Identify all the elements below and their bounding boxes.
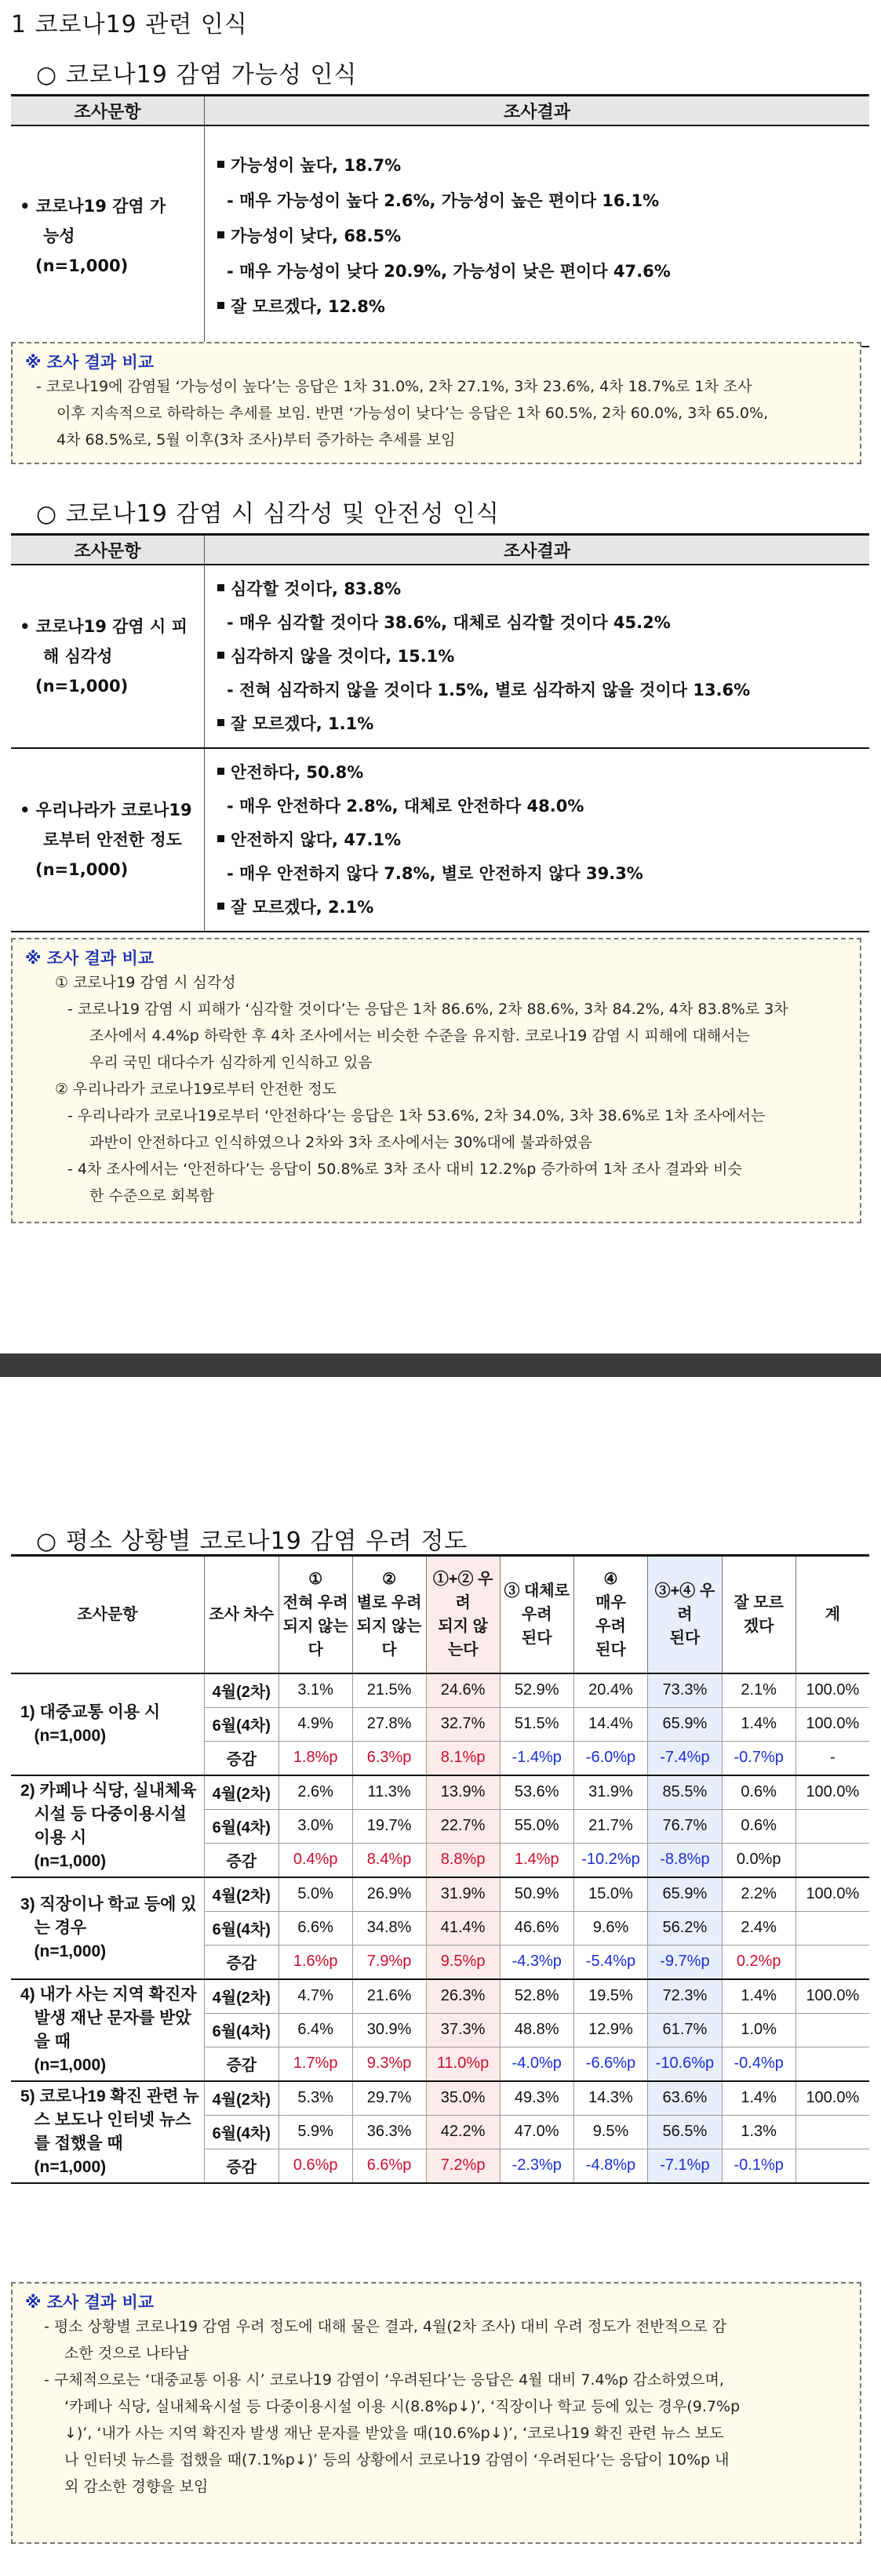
column-header: ② 별로 우려 되지 않는 다: [352, 1556, 426, 1673]
block2-title: ○ 코로나19 감염 시 심각성 및 안전성 인식: [36, 500, 500, 528]
question-cell: [11, 565, 205, 748]
result-line: - 매우 가능성이 낮다 20.9%, 가능성이 낮은 편이다 47.6%: [227, 261, 671, 281]
square-bullet-icon: [217, 768, 224, 775]
round-label: 6월(4차): [204, 1809, 278, 1843]
result-line: - 매우 가능성이 높다 2.6%, 가능성이 높은 편이다 16.1%: [227, 191, 660, 210]
value-cell: [795, 1843, 869, 1877]
value-cell: 1.8%p: [278, 1741, 352, 1775]
value-cell: 9.5%: [573, 2115, 647, 2149]
column-header: ④ 매우 우려 된다: [573, 1556, 647, 1673]
value-cell: 56.5%: [648, 2115, 722, 2149]
round-label: 6월(4차): [204, 1707, 278, 1741]
value-cell: 0.0%p: [722, 1843, 795, 1877]
value-cell: 31.9%: [573, 1775, 647, 1810]
value-cell: 7.9%p: [352, 1945, 426, 1979]
value-cell: [795, 1945, 869, 1979]
note-line: 조사에서 4.4%p 하락한 후 4차 조사에서는 비슷한 수준을 유지함. 코로나19 감염 시 피해에 대해서는: [89, 1027, 750, 1045]
value-cell: 24.6%: [426, 1673, 500, 1708]
value-cell: 5.3%: [278, 2081, 352, 2116]
result-line: 안전하지 않다, 47.1%: [217, 823, 869, 857]
section-title: 1 코로나19 관련 인식: [11, 11, 248, 38]
note-line: 우리 국민 대다수가 심각하게 인식하고 있음: [89, 1054, 373, 1071]
value-cell: 20.4%: [573, 1673, 647, 1708]
value-cell: 100.0%: [795, 1877, 869, 1912]
round-label: 6월(4차): [204, 2115, 278, 2149]
value-cell: -: [795, 1741, 869, 1775]
square-bullet-icon: [217, 584, 224, 591]
table-row: [11, 1775, 869, 1810]
value-cell: 13.9%: [426, 1775, 500, 1810]
round-label: 증감: [204, 2047, 278, 2081]
value-cell: 22.7%: [426, 1809, 500, 1843]
value-cell: -10.2%p: [573, 1843, 647, 1877]
value-cell: 21.6%: [352, 1979, 426, 2014]
value-cell: 6.3%p: [352, 1741, 426, 1775]
square-bullet-icon: [217, 302, 224, 309]
value-cell: 4.7%: [278, 1979, 352, 2014]
note-title: ※ 조사 결과 비교: [25, 2293, 155, 2312]
value-cell: 34.8%: [352, 1911, 426, 1945]
value-cell: 1.3%: [722, 2115, 795, 2149]
question-line: 해 심각성: [43, 647, 113, 666]
value-cell: 1.4%: [722, 1979, 795, 2014]
round-label: 4월(2차): [204, 1673, 278, 1708]
page-2: [0, 1388, 881, 2576]
value-cell: -4.0%p: [500, 2047, 573, 2081]
value-cell: 47.0%: [500, 2115, 573, 2149]
question-line: 능성: [43, 227, 75, 245]
block3-title: ○ 평소 상황별 코로나19 감염 우려 정도: [36, 1528, 468, 1555]
comparison-note: [11, 2282, 861, 2544]
concern-by-situation-table: [11, 1554, 869, 2184]
value-cell: 32.7%: [426, 1707, 500, 1741]
result-line: - 매우 안전하지 않다 7.8%, 별로 안전하지 않다 39.3%: [227, 863, 643, 883]
note-title: ※ 조사 결과 비교: [25, 353, 155, 372]
value-cell: 100.0%: [795, 2081, 869, 2116]
value-cell: 1.0%: [722, 2013, 795, 2047]
header-question: 조사문항: [11, 96, 205, 126]
comparison-note: [11, 938, 861, 1223]
square-bullet-icon: [217, 719, 224, 726]
value-cell: 5.0%: [278, 1877, 352, 1912]
value-cell: 6.6%p: [352, 2149, 426, 2183]
column-header: ③ 대체로 우려 된다: [500, 1556, 573, 1673]
result-line: 심각하지 않을 것이다, 15.1%: [217, 640, 869, 674]
round-label: 6월(4차): [204, 2013, 278, 2047]
header-result: 조사결과: [205, 535, 870, 565]
result-line: 안전하다, 50.8%: [217, 756, 869, 790]
value-cell: 14.4%: [573, 1707, 647, 1741]
value-cell: 100.0%: [795, 1673, 869, 1708]
value-cell: 1.7%p: [278, 2047, 352, 2081]
value-cell: -0.1%p: [722, 2149, 795, 2183]
item-label: 5) 코로나19 확진 관련 뉴 스 보도나 인터넷 뉴스 를 접했을 때 (n=1,000): [11, 2081, 204, 2183]
value-cell: 31.9%: [426, 1877, 500, 1912]
table-row: [11, 1877, 869, 1912]
result-line: 잘 모르겠다, 1.1%: [217, 707, 869, 741]
note-line: ‘카페나 식당, 실내체육시설 등 다중이용시설 이용 시(8.8%p↓)’, ‘직장이나 학교 등에 있는 경우(9.7%p: [64, 2398, 741, 2415]
value-cell: 9.6%: [573, 1911, 647, 1945]
square-bullet-icon: [217, 835, 224, 842]
value-cell: 3.0%: [278, 1809, 352, 1843]
result-cell: [205, 125, 870, 347]
value-cell: 0.6%p: [278, 2149, 352, 2183]
value-cell: 21.5%: [352, 1673, 426, 1708]
note-line: 4차 68.5%로, 5월 이후(3차 조사)부터 증가하는 추세를 보임: [56, 431, 456, 449]
note-line: - 평소 상황별 코로나19 감염 우려 정도에 대해 물은 결과, 4월(2차 조사) 대비 우려 정도가 전반적으로 감: [44, 2318, 727, 2335]
value-cell: 2.6%: [278, 1775, 352, 1810]
value-cell: 6.6%: [278, 1911, 352, 1945]
result-line: - 매우 안전하다 2.8%, 대체로 안전하다 48.0%: [227, 796, 584, 816]
value-cell: 100.0%: [795, 1707, 869, 1741]
column-header: 조사문항: [11, 1556, 204, 1673]
item-label: 3) 직장이나 학교 등에 있 는 경우 (n=1,000): [11, 1877, 204, 1979]
value-cell: -4.8%p: [573, 2149, 647, 2183]
value-cell: 9.3%p: [352, 2047, 426, 2081]
square-bullet-icon: [217, 161, 224, 168]
value-cell: -6.6%p: [573, 2047, 647, 2081]
result-line: 잘 모르겠다, 12.8%: [217, 289, 869, 325]
square-bullet-icon: [217, 652, 224, 659]
value-cell: 100.0%: [795, 1979, 869, 2014]
result-line: 심각할 것이다, 83.8%: [217, 572, 869, 606]
value-cell: 0.4%p: [278, 1843, 352, 1877]
round-label: 4월(2차): [204, 1775, 278, 1810]
value-cell: -1.4%p: [500, 1741, 573, 1775]
question-cell: [11, 125, 205, 347]
question-cell: [11, 748, 205, 932]
note-line: ① 코로나19 감염 시 심각성: [55, 974, 236, 991]
note-line: - 코로나19 감염 시 피해가 ‘심각할 것이다’는 응답은 1차 86.6%, 2차 88.6%, 3차 84.2%, 4차 83.8%로 3차: [67, 1001, 788, 1018]
value-cell: 53.6%: [500, 1775, 573, 1810]
column-header: ① 전혀 우려 되지 않는 다: [278, 1556, 352, 1673]
value-cell: 8.4%p: [352, 1843, 426, 1877]
value-cell: [795, 2149, 869, 2183]
value-cell: -10.6%p: [648, 2047, 722, 2081]
item-label: 4) 내가 사는 지역 확진자 발생 재난 문자를 받았 을 때 (n=1,000): [11, 1979, 204, 2081]
value-cell: 11.0%p: [426, 2047, 500, 2081]
value-cell: 37.3%: [426, 2013, 500, 2047]
value-cell: 9.5%p: [426, 1945, 500, 1979]
value-cell: 27.8%: [352, 1707, 426, 1741]
round-label: 4월(2차): [204, 1979, 278, 2014]
note-line: 이후 지속적으로 하락하는 추세를 보임. 반면 ‘가능성이 낮다’는 응답은 1차 60.5%, 2차 60.0%, 3차 65.0%,: [56, 405, 769, 422]
square-bullet-icon: [217, 231, 224, 238]
result-line: 가능성이 낮다, 68.5%: [217, 219, 869, 254]
value-cell: 52.9%: [500, 1673, 573, 1708]
value-cell: -7.4%p: [648, 1741, 722, 1775]
header-result: 조사결과: [205, 96, 870, 126]
value-cell: -7.1%p: [648, 2149, 722, 2183]
round-label: 6월(4차): [204, 1911, 278, 1945]
result-line: - 전혀 심각하지 않을 것이다 1.5%, 별로 심각하지 않을 것이다 13.6%: [227, 680, 751, 699]
item-label: 1) 대중교통 이용 시 (n=1,000): [11, 1673, 204, 1775]
value-cell: 8.1%p: [426, 1741, 500, 1775]
question-line: (n=1,000): [35, 677, 129, 696]
value-cell: 65.9%: [648, 1707, 722, 1741]
round-label: 증감: [204, 1945, 278, 1979]
value-cell: 49.3%: [500, 2081, 573, 2116]
value-cell: 51.5%: [500, 1707, 573, 1741]
value-cell: 8.8%p: [426, 1843, 500, 1877]
value-cell: 0.6%: [722, 1775, 795, 1810]
value-cell: 56.2%: [648, 1911, 722, 1945]
question-line: • 코로나19 감염 시 피: [20, 617, 187, 636]
value-cell: 19.5%: [573, 1979, 647, 2014]
table-row: [11, 2081, 869, 2116]
value-cell: 14.3%: [573, 2081, 647, 2116]
value-cell: 7.2%p: [426, 2149, 500, 2183]
question-line: (n=1,000): [35, 860, 129, 879]
value-cell: 1.4%: [722, 1707, 795, 1741]
value-cell: 11.3%: [352, 1775, 426, 1810]
value-cell: 42.2%: [426, 2115, 500, 2149]
value-cell: -9.7%p: [648, 1945, 722, 1979]
question-line: (n=1,000): [35, 256, 129, 275]
value-cell: 35.0%: [426, 2081, 500, 2116]
value-cell: 61.7%: [648, 2013, 722, 2047]
note-line: 외 감소한 경향을 보임: [64, 2478, 209, 2495]
value-cell: 48.8%: [500, 2013, 573, 2047]
result-line: 가능성이 높다, 18.7%: [217, 148, 869, 183]
question-line: • 코로나19 감염 가: [20, 197, 166, 216]
value-cell: 30.9%: [352, 2013, 426, 2047]
value-cell: -4.3%p: [500, 1945, 573, 1979]
question-line: 로부터 안전한 정도: [43, 830, 182, 849]
value-cell: [795, 2013, 869, 2047]
value-cell: [795, 2047, 869, 2081]
note-line: ↓)’, ‘내가 사는 지역 확진자 발생 재난 문자를 받았을 때(10.6%p↓)’, ‘코로나19 확진 관련 뉴스 보도: [64, 2425, 724, 2442]
value-cell: -2.3%p: [500, 2149, 573, 2183]
note-line: - 코로나19에 감염될 ‘가능성이 높다’는 응답은 1차 31.0%, 2차 27.1%, 3차 23.6%, 4차 18.7%로 1차 조사: [36, 378, 752, 395]
note-line: - 4차 조사에서는 ‘안전하다’는 응답이 50.8%로 3차 조사 대비 12.2%p 증가하여 1차 조사 결과와 비슷: [67, 1161, 742, 1178]
value-cell: 72.3%: [648, 1979, 722, 2014]
value-cell: 19.7%: [352, 1809, 426, 1843]
value-cell: -5.4%p: [573, 1945, 647, 1979]
result-cell: [205, 565, 870, 748]
round-label: 증감: [204, 2149, 278, 2183]
value-cell: 36.3%: [352, 2115, 426, 2149]
note-line: - 우리나라가 코로나19로부터 ‘안전하다’는 응답은 1차 53.6%, 2차 34.0%, 3차 38.6%로 1차 조사에서는: [67, 1107, 766, 1125]
note-title: ※ 조사 결과 비교: [25, 949, 155, 968]
value-cell: 2.4%: [722, 1911, 795, 1945]
round-label: 4월(2차): [204, 1877, 278, 1912]
value-cell: 55.0%: [500, 1809, 573, 1843]
value-cell: 5.9%: [278, 2115, 352, 2149]
result-line: 잘 모르겠다, 2.1%: [217, 891, 869, 925]
value-cell: 85.5%: [648, 1775, 722, 1810]
square-bullet-icon: [217, 903, 224, 910]
value-cell: [795, 1809, 869, 1843]
value-cell: 2.2%: [722, 1877, 795, 1912]
result-cell: [205, 748, 870, 932]
column-header: 조사 차수: [204, 1556, 278, 1673]
value-cell: 1.6%p: [278, 1945, 352, 1979]
result-line: - 매우 심각할 것이다 38.6%, 대체로 심각할 것이다 45.2%: [227, 612, 671, 632]
round-label: 4월(2차): [204, 2081, 278, 2116]
value-cell: 52.8%: [500, 1979, 573, 2014]
header-question: 조사문항: [11, 535, 205, 565]
value-cell: [795, 1911, 869, 1945]
item-label: 2) 카페나 식당, 실내체육 시설 등 다중이용시설 이용 시 (n=1,000): [11, 1775, 204, 1877]
value-cell: 73.3%: [648, 1673, 722, 1708]
value-cell: 46.6%: [500, 1911, 573, 1945]
value-cell: 4.9%: [278, 1707, 352, 1741]
question-line: • 우리나라가 코로나19: [20, 801, 192, 819]
page-divider: [0, 1353, 881, 1377]
note-line: ② 우리나라가 코로나19로부터 안전한 정도: [55, 1081, 337, 1098]
value-cell: 41.4%: [426, 1911, 500, 1945]
value-cell: -6.0%p: [573, 1741, 647, 1775]
column-header: ③+④ 우 려 된다: [648, 1556, 722, 1673]
value-cell: 3.1%: [278, 1673, 352, 1708]
value-cell: 26.3%: [426, 1979, 500, 2014]
value-cell: 1.4%: [722, 2081, 795, 2116]
value-cell: -0.7%p: [722, 1741, 795, 1775]
value-cell: [795, 2115, 869, 2149]
comparison-note: [11, 342, 861, 464]
value-cell: 50.9%: [500, 1877, 573, 1912]
note-line: 과반이 안전하다고 인식하였으나 2차와 3차 조사에서는 30%대에 불과하였음: [89, 1134, 592, 1151]
table-row: [11, 1673, 869, 1708]
value-cell: 26.9%: [352, 1877, 426, 1912]
value-cell: -8.8%p: [648, 1843, 722, 1877]
value-cell: 63.6%: [648, 2081, 722, 2116]
severity-safety-table: [11, 533, 869, 932]
note-line: 한 수준으로 회복함: [89, 1187, 214, 1204]
value-cell: 15.0%: [573, 1877, 647, 1912]
value-cell: 29.7%: [352, 2081, 426, 2116]
column-header: 계: [795, 1556, 869, 1673]
value-cell: 0.2%p: [722, 1945, 795, 1979]
value-cell: 76.7%: [648, 1809, 722, 1843]
value-cell: 100.0%: [795, 1775, 869, 1810]
round-label: 증감: [204, 1843, 278, 1877]
value-cell: 12.9%: [573, 2013, 647, 2047]
block1-title: ○ 코로나19 감염 가능성 인식: [36, 61, 358, 89]
round-label: 증감: [204, 1741, 278, 1775]
note-line: 소한 것으로 나타남: [64, 2345, 189, 2362]
value-cell: 2.1%: [722, 1673, 795, 1708]
note-line: - 구체적으로는 ‘대중교통 이용 시’ 코로나19 감염이 ‘우려된다’는 응답은 4월 대비 7.4%p 감소하였으며,: [44, 2371, 724, 2389]
value-cell: 1.4%p: [500, 1843, 573, 1877]
value-cell: 65.9%: [648, 1877, 722, 1912]
value-cell: -0.4%p: [722, 2047, 795, 2081]
infection-likelihood-table: [11, 94, 869, 347]
column-header: 잘 모르 겠다: [722, 1556, 795, 1673]
value-cell: 0.6%: [722, 1809, 795, 1843]
table-row: [11, 1979, 869, 2014]
value-cell: 21.7%: [573, 1809, 647, 1843]
note-line: 나 인터넷 뉴스를 접했을 때(7.1%p↓)’ 등의 상황에서 코로나19 감염이 ‘우려된다’는 응답이 10%p 내: [64, 2451, 730, 2469]
value-cell: 6.4%: [278, 2013, 352, 2047]
column-header: ①+② 우 려 되지 않 는다: [426, 1556, 500, 1673]
